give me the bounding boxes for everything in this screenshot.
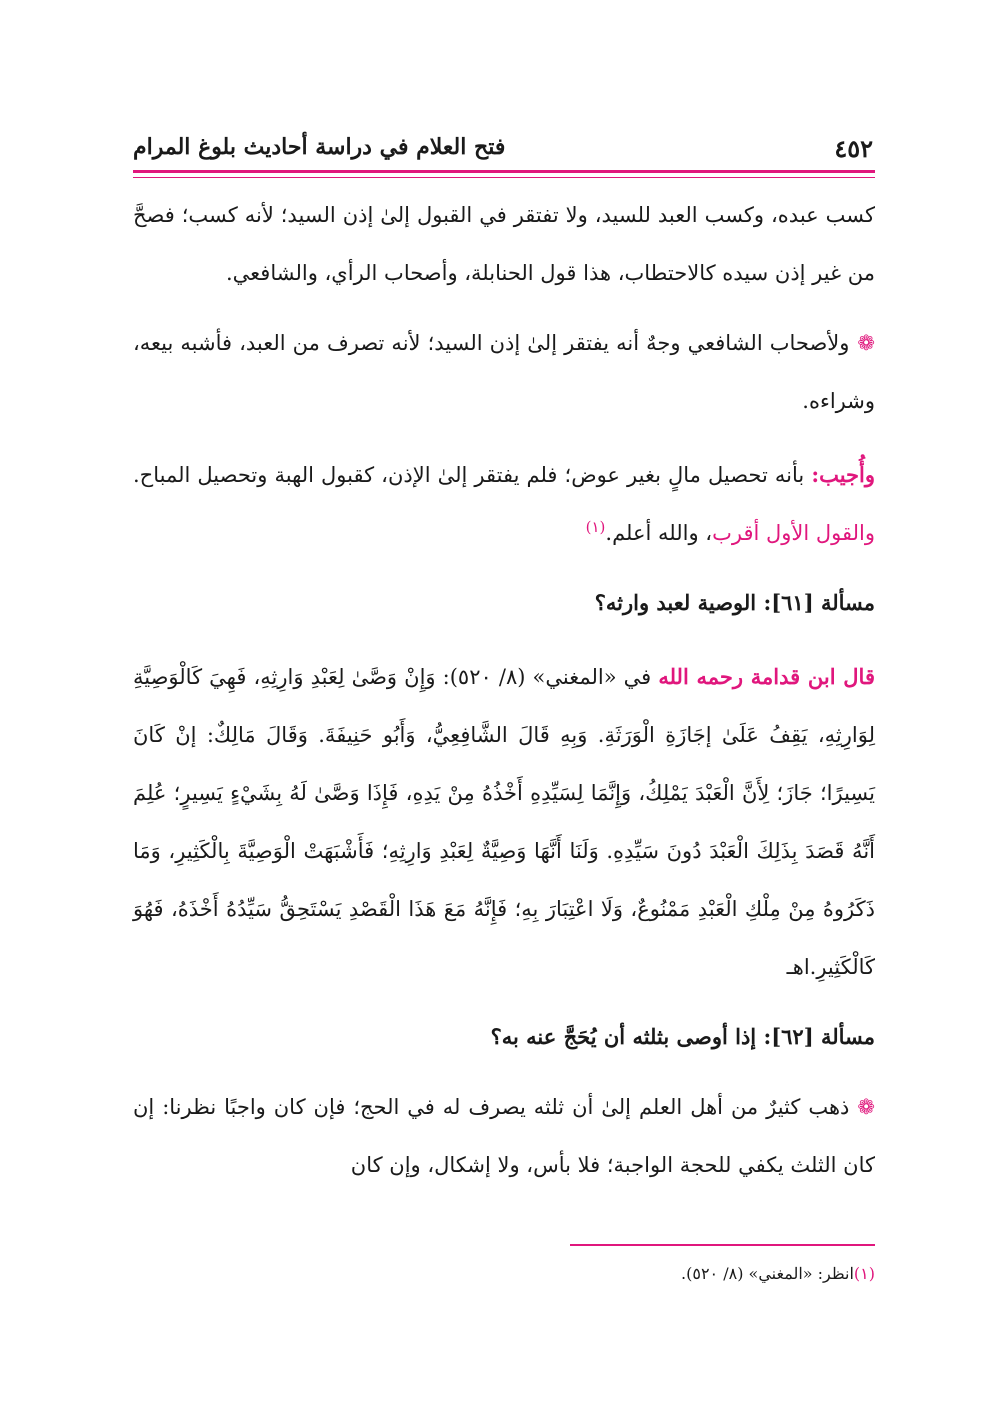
answer-text: بأنه تحصيل مالٍ بغير عوض؛ فلم يفتقر إلىٰ الإذن، كقبول الهبة وتحصيل المباح. [133,463,805,487]
issue-title: الوصية لعبد وارثه؟ [594,590,757,615]
paragraph-shafii-view [133,314,875,430]
page-number: ٤٥٢ [834,134,873,163]
issue-number: مسألة [٦٢]: [763,1024,875,1049]
footnote-number: (١) [853,1264,875,1283]
issue-heading-62 [133,1008,875,1066]
issue-title: إذا أوصى بثلثه أن يُحَجَّ عنه به؟ [490,1024,757,1049]
header-rule-thick [133,170,875,173]
paragraph-text: ولأصحاب الشافعي وجهٌ أنه يفتقر إلىٰ إذن السيد؛ لأنه تصرف من العبد، فأشبه بيعه، وشراءه. [133,331,875,413]
paragraph-continuation: كسب عبده، وكسب العبد للسيد، ولا تفتقر في القبول إلىٰ إذن السيد؛ لأنه كسب؛ فصحَّ من غير إذن سيده كالاحتطاب، هذا قول الحنابلة، وأصحاب الرأي، والشافعي. [133,203,875,285]
paragraph-answer [133,446,875,562]
flower-bullet-icon: ❁ [857,331,875,355]
issue-number: مسألة [٦١]: [763,590,875,615]
footnote-text: انظر: «المغني» (٨/ ٥٢٠). [681,1264,854,1283]
footnote [470,1262,875,1286]
page-header [133,128,875,168]
answer-end: ، والله أعلم. [605,521,713,545]
footnote-rule [570,1244,875,1246]
paragraph-text: ذهب كثيرٌ من أهل العلم إلىٰ أن ثلثه يصرف له في الحج؛ فإن كان واجبًا نظرنا: إن كان الثلث يكفي للحجة الواجبة؛ فلا بأس، ولا إشكال، وإن كان [133,1095,875,1177]
paragraph-hajj-bequest [133,1078,875,1194]
quote-ibn-qudamah [133,648,875,996]
header-rule-thin [133,177,875,178]
quoted-scholar: قال ابن قدامة رحمه الله [658,664,875,689]
preferred-opinion: والقول الأول أقرب [712,521,875,545]
issue-heading-61 [133,574,875,632]
book-title: فتح العلام في دراسة أحاديث بلوغ المرام [133,134,506,160]
page-body [133,186,875,1194]
answer-label: وأُجيب: [811,462,875,487]
footnote-reference: (١) [585,518,606,536]
quote-text: في «المغني» (٨/ ٥٢٠): وَإِنْ وَصَّىٰ لِعَبْدِ وَارِثِهِ، فَهِيَ كَالْوَصِيَّةِ لِوَارِثِهِ، يَقِفُ عَلَىٰ إجَازَةِ الْوَرَثَةِ. وَبِهِ قَالَ الشَّافِعِيُّ، وَأَبُو حَنِيفَةَ. وَقَالَ مَالِكٌ: إنْ كَانَ يَسِيرًا؛ جَازَ؛ لِأَنَّ الْعَبْدَ يَمْلِكُ، وَإِنَّمَا لِسَيِّدِهِ أَخْذُهُ مِنْ يَدِهِ، فَإِذَا وَصَّىٰ لَهُ بِشَيْءٍ يَسِيرٍ؛ عُلِمَ أَنَّهُ قَصَدَ بِذَلِكَ الْعَبْدَ دُونَ سَيِّدِهِ. وَلَنَا أَنَّهَا وَصِيَّةٌ لِعَبْدِ وَارِثِهِ؛ فَأَشْبَهَتْ الْوَصِيَّةَ بِالْكَثِيرِ، وَمَا ذَكَرُوهُ مِنْ مِلْكِ الْعَبْدِ مَمْنُوعٌ، وَلَا اعْتِبَارَ بِهِ؛ فَإِنَّهُ مَعَ هَذَا الْقَصْدِ يَسْتَحِقُّ سَيِّدُهُ أَخْذَهُ، فَهُوَ كَالْكَثِيرِ.اهـ [133,665,875,979]
flower-bullet-icon: ❁ [857,1095,875,1119]
